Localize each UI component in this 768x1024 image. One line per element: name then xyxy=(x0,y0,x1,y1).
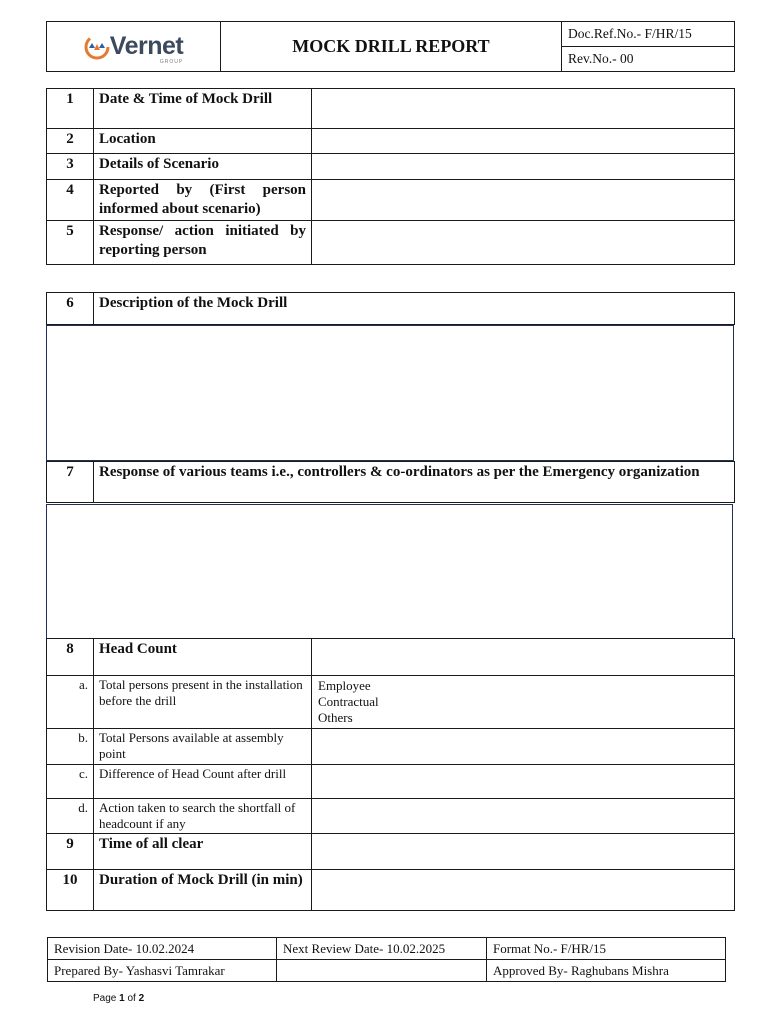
row-label: Description of the Mock Drill xyxy=(94,293,735,325)
description-textbox[interactable] xyxy=(46,325,734,461)
logo-mark-icon xyxy=(84,34,110,60)
table-row xyxy=(47,834,735,870)
table-row xyxy=(47,129,735,154)
row-label: Response/ action initiated by reporting person xyxy=(94,221,312,265)
response-action-field[interactable] xyxy=(312,221,735,265)
row-label: Duration of Mock Drill (in min) xyxy=(94,870,312,911)
page-number: Page 1 of 2 xyxy=(93,993,145,1004)
contractual-label: Contractual xyxy=(318,694,379,709)
team-response-header-table xyxy=(46,461,735,503)
row-number: 4 xyxy=(47,180,94,221)
table-row xyxy=(47,180,735,221)
head-count-field[interactable] xyxy=(312,639,735,676)
table-row xyxy=(47,639,735,676)
table-row xyxy=(47,676,735,729)
revision-number: Rev.No.- 00 xyxy=(562,47,735,72)
scenario-details-field[interactable] xyxy=(312,154,735,180)
row-number: 1 xyxy=(47,89,94,129)
assembly-point-field[interactable] xyxy=(312,729,735,765)
table-row xyxy=(47,89,735,129)
table-row xyxy=(47,462,735,503)
report-title: MOCK DRILL REPORT xyxy=(221,22,562,72)
row-label: Time of all clear xyxy=(94,834,312,870)
others-label: Others xyxy=(318,710,353,725)
row-label: Head Count xyxy=(94,639,312,676)
drill-details-table xyxy=(46,88,735,265)
logo-wordmark: Vernet GROUP xyxy=(109,32,184,65)
row-label: Response of various teams i.e., controllers & co-ordinators as per the Emergency organization xyxy=(94,462,735,503)
team-response-textbox[interactable] xyxy=(46,504,733,639)
row-number: 7 xyxy=(47,462,94,503)
format-number: Format No.- F/HR/15 xyxy=(487,938,726,960)
sub-item-label: Action taken to search the shortfall of headcount if any xyxy=(94,799,312,834)
table-row xyxy=(47,729,735,765)
document-footer xyxy=(47,937,726,982)
head-count-table xyxy=(46,638,735,911)
table-row xyxy=(47,293,735,325)
table-row xyxy=(47,221,735,265)
revision-date: Revision Date- 10.02.2024 xyxy=(48,938,277,960)
row-label: Details of Scenario xyxy=(94,154,312,180)
head-count-difference-field[interactable] xyxy=(312,765,735,799)
sub-item-letter: c. xyxy=(47,765,94,799)
logo-cell xyxy=(47,22,221,72)
row-number: 10 xyxy=(47,870,94,911)
location-field[interactable] xyxy=(312,129,735,154)
table-row xyxy=(47,765,735,799)
duration-field[interactable] xyxy=(312,870,735,911)
reported-by-field[interactable] xyxy=(312,180,735,221)
sub-item-label: Total persons present in the installation before the drill xyxy=(94,676,312,729)
sub-item-letter: a. xyxy=(47,676,94,729)
table-row xyxy=(47,870,735,911)
row-number: 9 xyxy=(47,834,94,870)
all-clear-time-field[interactable] xyxy=(312,834,735,870)
sub-item-label: Difference of Head Count after drill xyxy=(94,765,312,799)
description-header-table xyxy=(46,292,735,325)
row-number: 2 xyxy=(47,129,94,154)
doc-ref-number: Doc.Ref.No.- F/HR/15 xyxy=(562,22,735,47)
row-number: 8 xyxy=(47,639,94,676)
row-label: Date & Time of Mock Drill xyxy=(94,89,312,129)
document-header xyxy=(46,21,735,72)
row-number: 6 xyxy=(47,293,94,325)
sub-item-letter: d. xyxy=(47,799,94,834)
prepared-by: Prepared By- Yashasvi Tamrakar xyxy=(48,960,277,982)
date-time-field[interactable] xyxy=(312,89,735,129)
row-label: Location xyxy=(94,129,312,154)
next-review-date: Next Review Date- 10.02.2025 xyxy=(277,938,487,960)
table-row xyxy=(47,799,735,834)
footer-empty-cell xyxy=(277,960,487,982)
row-label: Reported by (First person informed about scenario) xyxy=(94,180,312,221)
company-logo xyxy=(47,22,220,71)
approved-by: Approved By- Raghubans Mishra xyxy=(487,960,726,982)
table-row xyxy=(47,154,735,180)
sub-item-letter: b. xyxy=(47,729,94,765)
shortfall-action-field[interactable] xyxy=(312,799,735,834)
row-number: 5 xyxy=(47,221,94,265)
employee-label: Employee xyxy=(318,678,371,693)
sub-item-label: Total Persons available at assembly point xyxy=(94,729,312,765)
row-number: 3 xyxy=(47,154,94,180)
logo-group-text: GROUP xyxy=(159,59,184,65)
persons-present-field[interactable] xyxy=(312,676,735,729)
